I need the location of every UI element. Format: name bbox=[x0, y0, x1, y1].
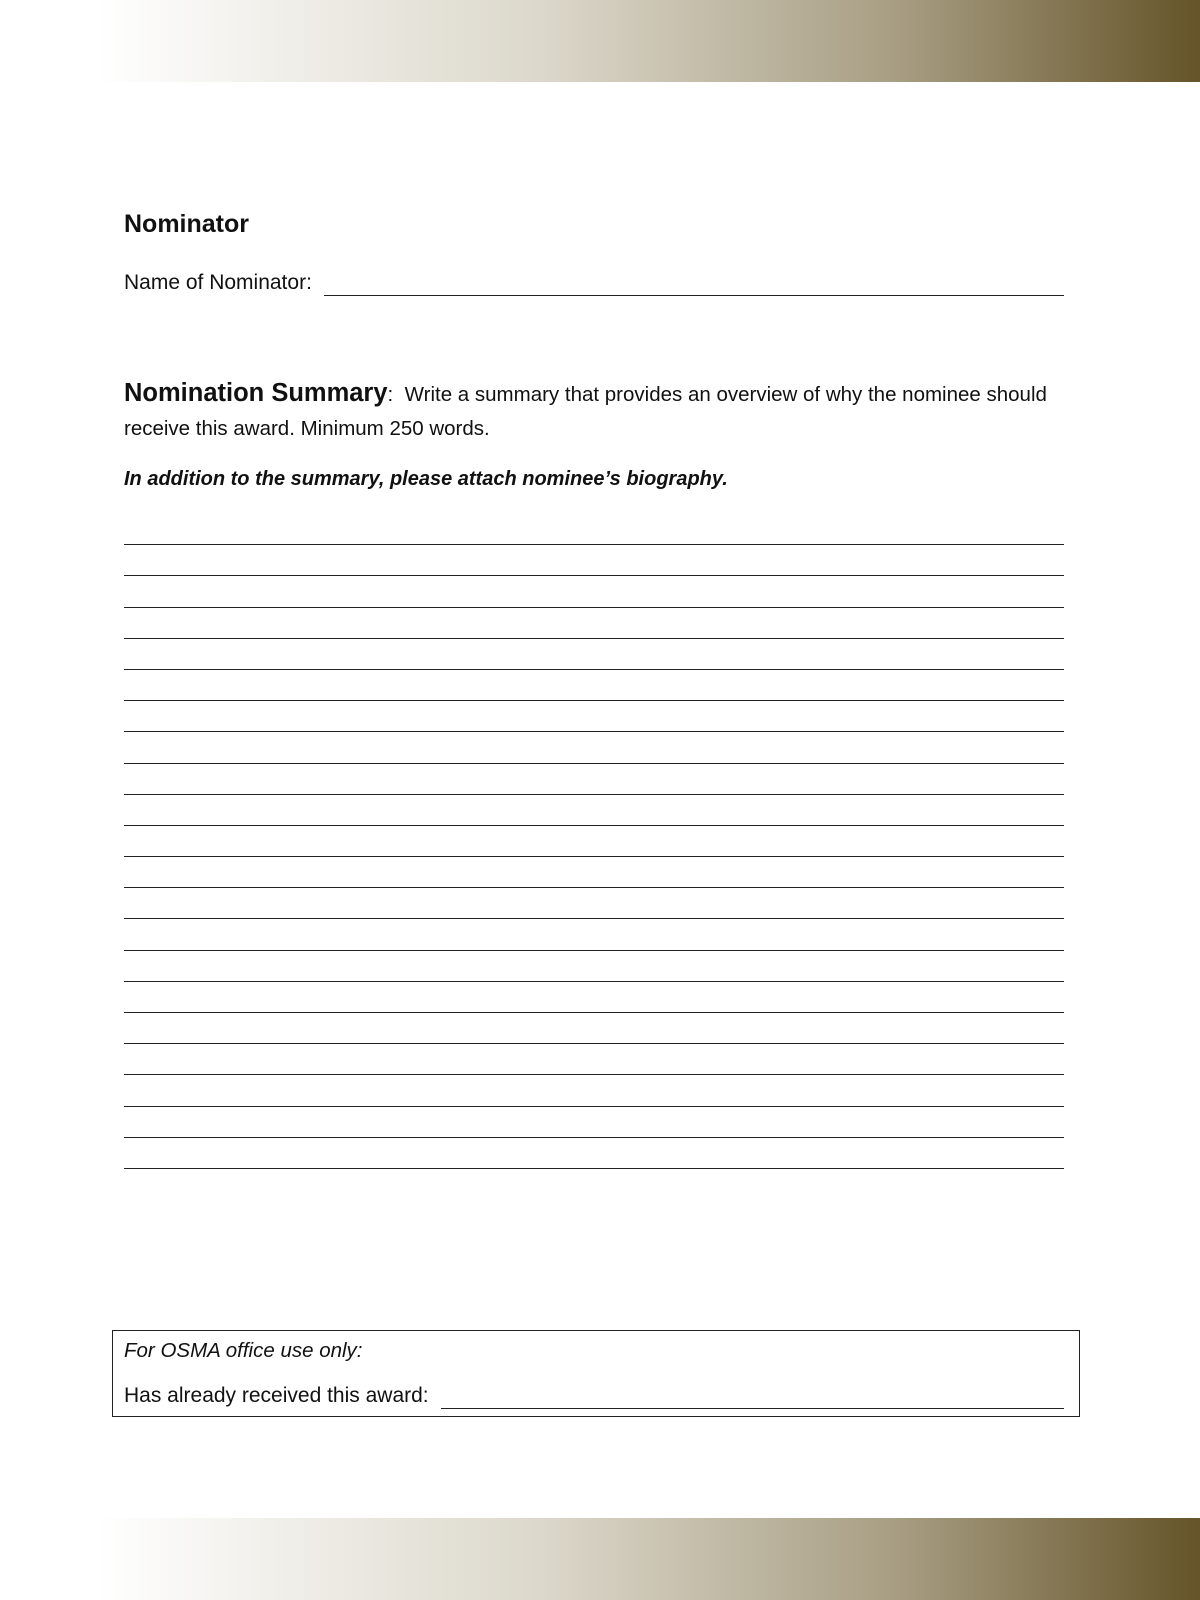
writing-line[interactable] bbox=[124, 1044, 1064, 1075]
award-received-label: Has already received this award: bbox=[124, 1384, 429, 1407]
writing-line[interactable] bbox=[124, 1075, 1064, 1106]
nominator-name-input-line[interactable] bbox=[324, 273, 1064, 296]
award-received-input-line[interactable] bbox=[441, 1386, 1064, 1409]
nominator-name-label: Name of Nominator: bbox=[124, 271, 312, 294]
nomination-summary-heading: Nomination Summary bbox=[124, 379, 388, 407]
writing-line[interactable] bbox=[124, 732, 1064, 763]
office-use-box bbox=[112, 1330, 1080, 1417]
writing-line[interactable] bbox=[124, 795, 1064, 826]
writing-line[interactable] bbox=[124, 764, 1064, 795]
nominator-name-field bbox=[124, 270, 1064, 296]
writing-line[interactable] bbox=[124, 639, 1064, 670]
writing-line[interactable] bbox=[124, 1013, 1064, 1044]
writing-line[interactable] bbox=[124, 545, 1064, 576]
writing-line[interactable] bbox=[124, 919, 1064, 950]
header-gradient-band bbox=[0, 0, 1200, 82]
writing-line[interactable] bbox=[124, 857, 1064, 888]
biography-note: In addition to the summary, please attach nominee’s biography. bbox=[124, 468, 728, 490]
footer-gradient-band bbox=[0, 1518, 1200, 1600]
writing-line[interactable] bbox=[124, 670, 1064, 701]
nomination-summary-text: Write a summary that provides an overview of why the nominee should receive this award. Minimum 250 words. bbox=[124, 383, 1047, 440]
nomination-summary-separator: : bbox=[387, 383, 394, 406]
writing-line[interactable] bbox=[124, 576, 1064, 607]
writing-line[interactable] bbox=[124, 1107, 1064, 1138]
nominator-section-title: Nominator bbox=[124, 210, 249, 238]
writing-line[interactable] bbox=[124, 514, 1064, 545]
award-received-field bbox=[124, 1383, 1064, 1409]
nomination-summary-instructions bbox=[124, 376, 1069, 446]
writing-line[interactable] bbox=[124, 1138, 1064, 1169]
summary-writing-area[interactable] bbox=[124, 514, 1064, 1169]
writing-line[interactable] bbox=[124, 826, 1064, 857]
writing-line[interactable] bbox=[124, 888, 1064, 919]
writing-line[interactable] bbox=[124, 701, 1064, 732]
writing-line[interactable] bbox=[124, 608, 1064, 639]
writing-line[interactable] bbox=[124, 951, 1064, 982]
office-use-title: For OSMA office use only: bbox=[124, 1339, 363, 1362]
writing-line[interactable] bbox=[124, 982, 1064, 1013]
